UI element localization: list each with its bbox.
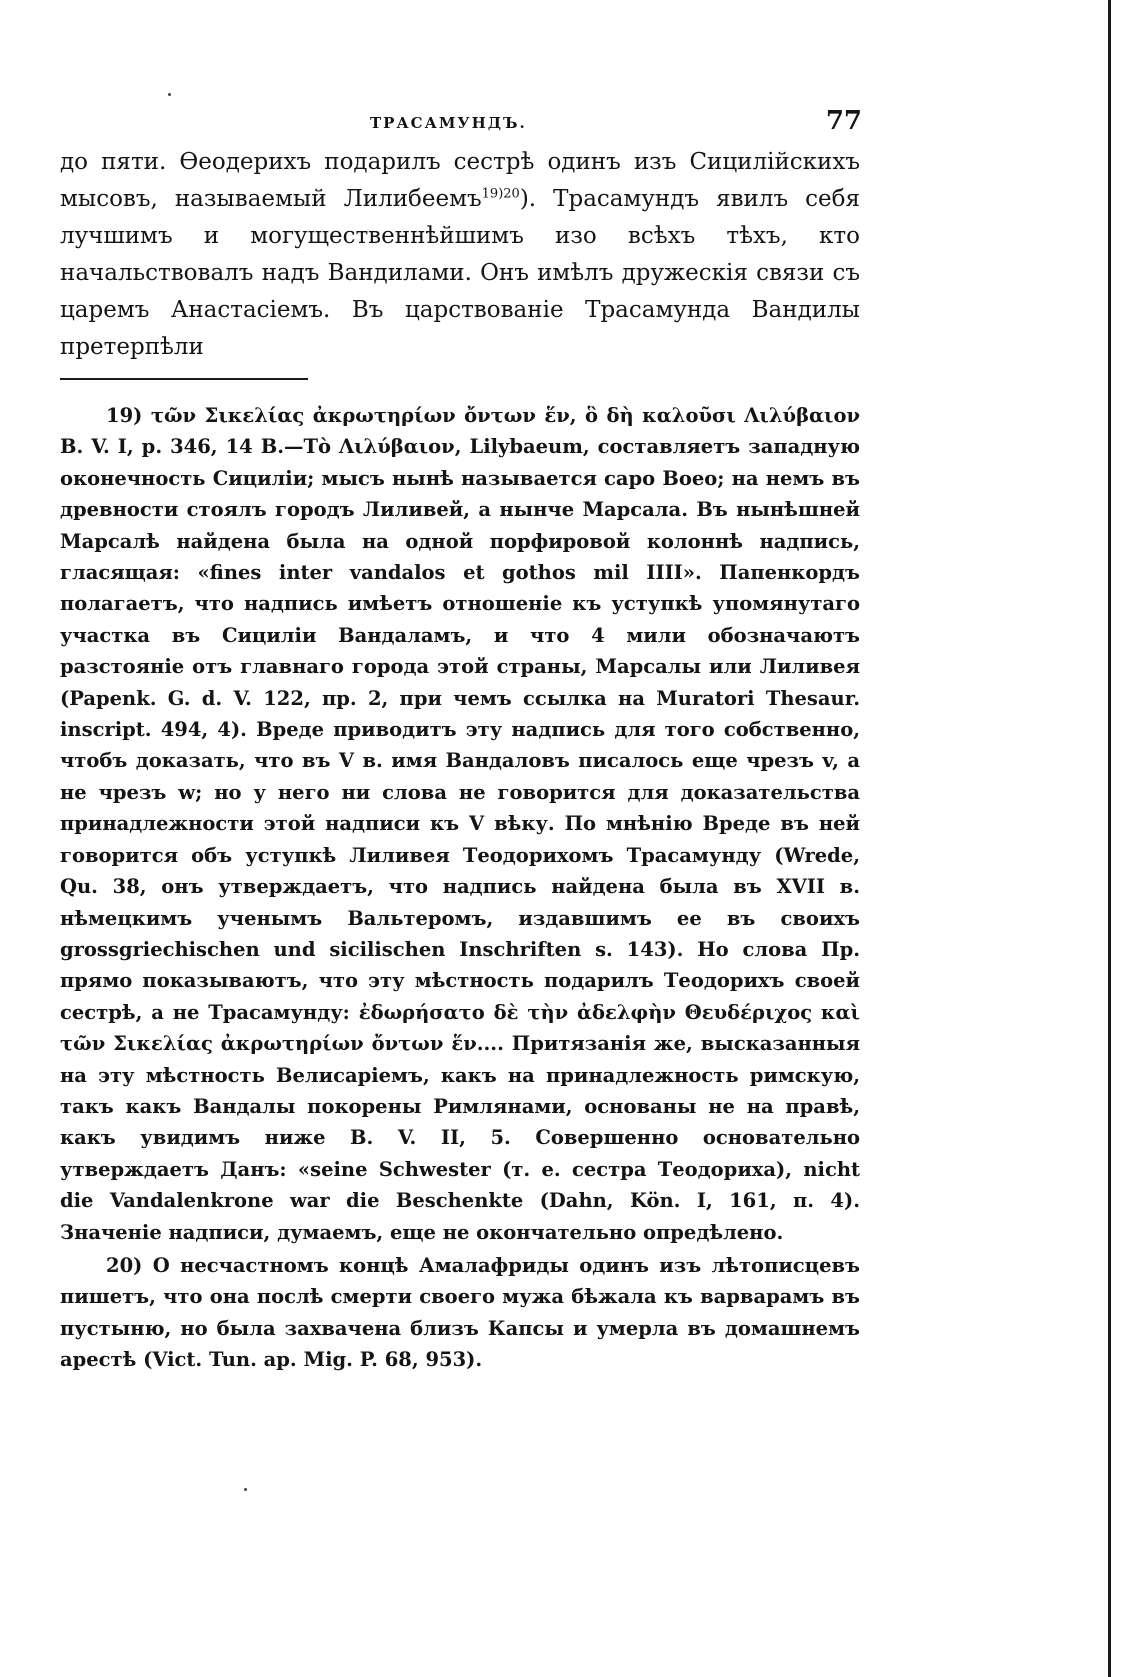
- footnote-20: [60, 1250, 860, 1376]
- footnote-19: [60, 400, 860, 1248]
- main-text-part1: до пяти. Өеодерихъ подарилъ сестрѣ одинъ изъ Сицилійскихъ мысовъ, называемый Лилибеемъ: [60, 149, 860, 212]
- footnote-divider: [60, 378, 308, 380]
- running-title: ТРАСАМУНДЪ.: [370, 114, 527, 132]
- main-paragraph: [60, 144, 860, 366]
- book-page: [60, 100, 860, 1376]
- footnote-text: О несчастномъ концѣ Амалафриды одинъ изъ лѣтописцевъ пишетъ, что она послѣ смерти своего мужа бѣжала къ варварамъ въ пустыню, но была захвачена близъ Капсы и умерла въ домашнемъ арестѣ (Vict. Tun. ap. Mig. P. 68, 953).: [60, 1253, 860, 1372]
- footnote-ref-20: 20: [503, 186, 520, 202]
- footnote-ref-separator: ): [498, 186, 504, 202]
- main-text-part2: ). Трасамундъ явилъ себя лучшимъ и могущественнѣйшимъ изо всѣхъ тѣхъ, кто начальствовалъ надъ Вандилами. Онъ имѣлъ дружескія связи съ царемъ Анастасіемъ. Въ царствованіе Трасамунда Вандилы претерпѣли: [60, 186, 860, 360]
- page-edge-line: [1108, 0, 1111, 1677]
- footnote-text: τῶν Σικελίας ἀκρωτηρίων ὄντων ἕν, ὃ δὴ καλοῦσι Λιλύβαιον B. V. I, p. 346, 14 B.—Τὸ Λιλύβαιον, Lilybaeum, составляетъ западную оконечность Сициліи; мысъ нынѣ называется capo Boeo; на немъ въ древности стоялъ городъ Лиливей, а нынче Марсала. Въ нынѣшней Марсалѣ найдена была на одной порфировой колоннѣ надпись, гласящая: «fines inter vandalos et gothos mil IIII». Папенкордъ полагаетъ, что надпись имѣетъ отношеніе къ уступкѣ упомянутаго участка въ Сициліи Вандаламъ, и что 4 мили обозначаютъ разстояніе отъ главнаго города этой страны, Марсалы или Лиливея (Papenk. G. d. V. 122, пр. 2, при чемъ ссылка на Muratori Thesaur. inscript. 494, 4). Вреде приводитъ эту надпись для того собственно, чтобъ доказать, что въ V в. имя Вандаловъ писалось еще чрезъ v, а не чрезъ w; но у него ни слова не говорится для доказательства принадлежности этой надписи къ V вѣку. По мнѣнію Вреде въ ней говорится объ уступкѣ Лиливея Теодорихомъ Трасамунду (Wrede, Qu. 38, онъ утверждаетъ, что надпись найдена была въ XVII в. нѣмецкимъ ученымъ Вальтеромъ, издавшимъ ее въ своихъ grossgriechischen und sicilischen Inschriften s. 143). Но слова Пр. прямо показываютъ, что эту мѣстность подарилъ Теодорихъ своей сестрѣ, а не Трасамунду: ἐδωρήσατο δὲ τὴν ἀδελφὴν Θευδέριχος καὶ τῶν Σικελίας ἀκρωτηρίων ὄντων ἕν.... Притязанія же, высказанныя на эту мѣстность Велисаріемъ, какъ на принадлежность римскую, такъ какъ Вандалы покорены Римлянами, основаны не на правѣ, какъ увидимъ ниже B. V. II, 5. Совершенно основательно утверждаетъ Данъ: «seine Schwester (т. е. сестра Теодориха), nicht die Vandalenkrone war die Beschenkte (Dahn, Kön. I, 161, п. 4). Значеніе надписи, думаемъ, еще не окончательно опредѣлено.: [60, 404, 860, 1244]
- page-number: 77: [825, 106, 862, 136]
- footnote-ref-19: 19: [481, 186, 499, 202]
- page-header: [60, 100, 860, 144]
- speck-mark: [168, 93, 171, 96]
- speck-mark: [244, 1488, 247, 1491]
- footnote-number: 20): [106, 1253, 143, 1277]
- footnote-number: 19): [106, 404, 143, 427]
